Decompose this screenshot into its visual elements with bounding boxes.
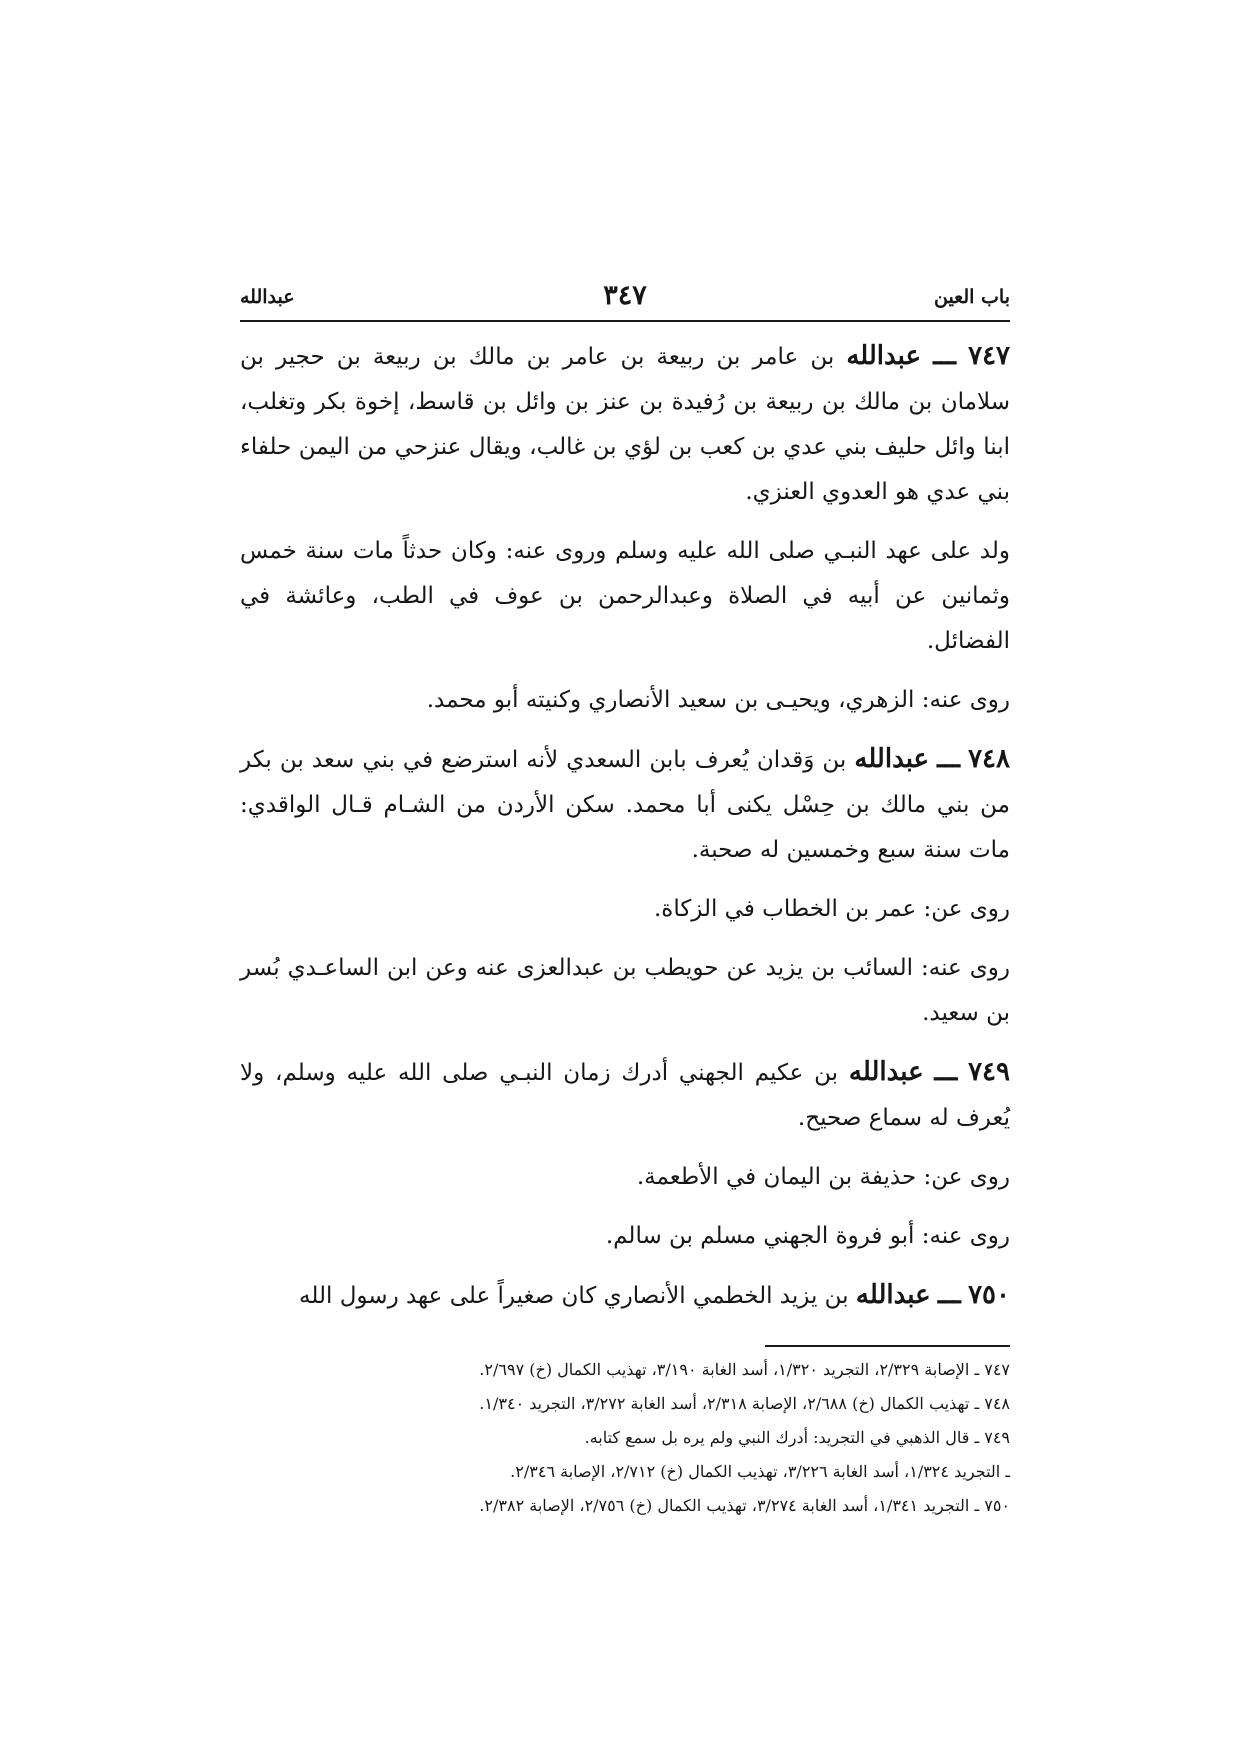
entry-dash: ـــ [937, 744, 961, 774]
entry-name: عبدالله [854, 744, 930, 774]
entry-number: ٧٤٧ [968, 341, 1011, 371]
entry-name: عبدالله [848, 1057, 924, 1087]
entry-text: بن وَقدان يُعرف بابن السعدي لأنه استرضع في بني سعد بن بكر من بني مالك بن حِسْل يكنى أبا محمد. سكن الأردن من الشـام قـال الواقدي: مات سنة سبع وخمسين له صحبة. [240, 747, 1010, 863]
paragraph-narrators-from: روى عنه: أبو فروة الجهني مسلم بن سالم. [605, 1223, 1010, 1249]
paragraph-narrated-on: روى عن: حذيفة بن اليمان في الأطعمة. [636, 1164, 1010, 1190]
entry-dash: ـــ [937, 1280, 961, 1310]
footnote-747: ٧٤٧ ـ الإصابة ٢/٣٢٩، التجريد ١/٣٢٠، أسد الغابة ٣/١٩٠، تهذيب الكمال (خ) ٢/٦٩٧. [479, 1360, 1010, 1379]
entry-749 [240, 1050, 1010, 1141]
footnote-748: ٧٤٨ ـ تهذيب الكمال (خ) ٢/٦٨٨، الإصابة ٢/٣١٨، أسد الغابة ٣/٢٧٢، التجريد ١/٣٤٠. [479, 1394, 1010, 1413]
page-number: ٣٤٧ [603, 280, 647, 311]
running-name: عبدالله [240, 286, 295, 308]
footnote-749-sources: ـ التجريد ١/٣٢٤، أسد الغابة ٣/٢٢٦، تهذيب الكمال (خ) ٢/٧١٢، الإصابة ٢/٣٤٦. [510, 1462, 1010, 1481]
running-header [240, 280, 1010, 322]
entry-747 [240, 334, 1010, 515]
footnote-divider [765, 1345, 1010, 1347]
entry-dash: ـــ [934, 1057, 958, 1087]
entry-text: بن يزيد الخطمي الأنصاري كان صغيراً على عهد رسول الله [299, 1283, 856, 1309]
entry-number: ٧٤٩ [968, 1057, 1010, 1087]
paragraph-narrators-from: روى عنه: السائب بن يزيد عن حويطب بن عبدالعزى عنه وعن ابن الساعـدي بُسر بن سعيد. [240, 955, 1010, 1026]
entry-text: بن عكيم الجهني أدرك زمان النبـي صلى الله عليه وسلم، ولا يُعرف له سماع صحيح. [240, 1060, 1010, 1131]
paragraph-narrators-from: روى عنه: الزهري، ويحيـى بن سعيد الأنصاري وكنيته أبو محمد. [426, 687, 1010, 713]
footnotes [240, 1345, 1010, 1523]
book-page [240, 280, 1010, 1523]
entry-number: ٧٥٠ [968, 1280, 1010, 1310]
chapter-title: باب العين [933, 286, 1010, 308]
entry-dash: ـــ [933, 341, 956, 371]
main-text [240, 334, 1010, 1319]
paragraph-birth: ولد على عهد النبـي صلى الله عليه وسلم وروى عنه: وكان حدثاً مات سنة خمس وثمانين عن أبيه في الصلاة وعبدالرحمن بن عوف في الطب، وعائشة في الفضائل. [240, 538, 1010, 654]
entry-name: عبدالله [855, 1280, 931, 1310]
entry-text: بن عامر بن ربيعة بن عامر بن مالك بن ربيعة بن حجير بن سلامان بن مالك بن ربيعة بن رُفيدة بن عنز بن وائل بن قاسط، إخوة بكر وتغلب، ابنا وائل حليف بني عدي بن كعب بن لؤي بن غالب، ويقال عنزحي من اليمن حلفاء بني عدي هو العدوي العنزي. [240, 344, 1010, 505]
paragraph-narrated-on: روى عن: عمر بن الخطاب في الزكاة. [653, 896, 1010, 922]
entry-name: عبدالله [846, 341, 922, 371]
entry-number: ٧٤٨ [968, 744, 1010, 774]
entry-748 [240, 737, 1010, 873]
footnote-750: ٧٥٠ ـ التجريد ١/٣٤١، أسد الغابة ٣/٢٧٤، تهذيب الكمال (خ) ٢/٧٥٦، الإصابة ٢/٣٨٢. [479, 1496, 1010, 1515]
entry-750 [240, 1273, 1010, 1319]
footnote-749: ٧٤٩ ـ قال الذهبي في التجريد: أدرك النبي ولم يره بل سمع كتابه. [584, 1428, 1010, 1447]
